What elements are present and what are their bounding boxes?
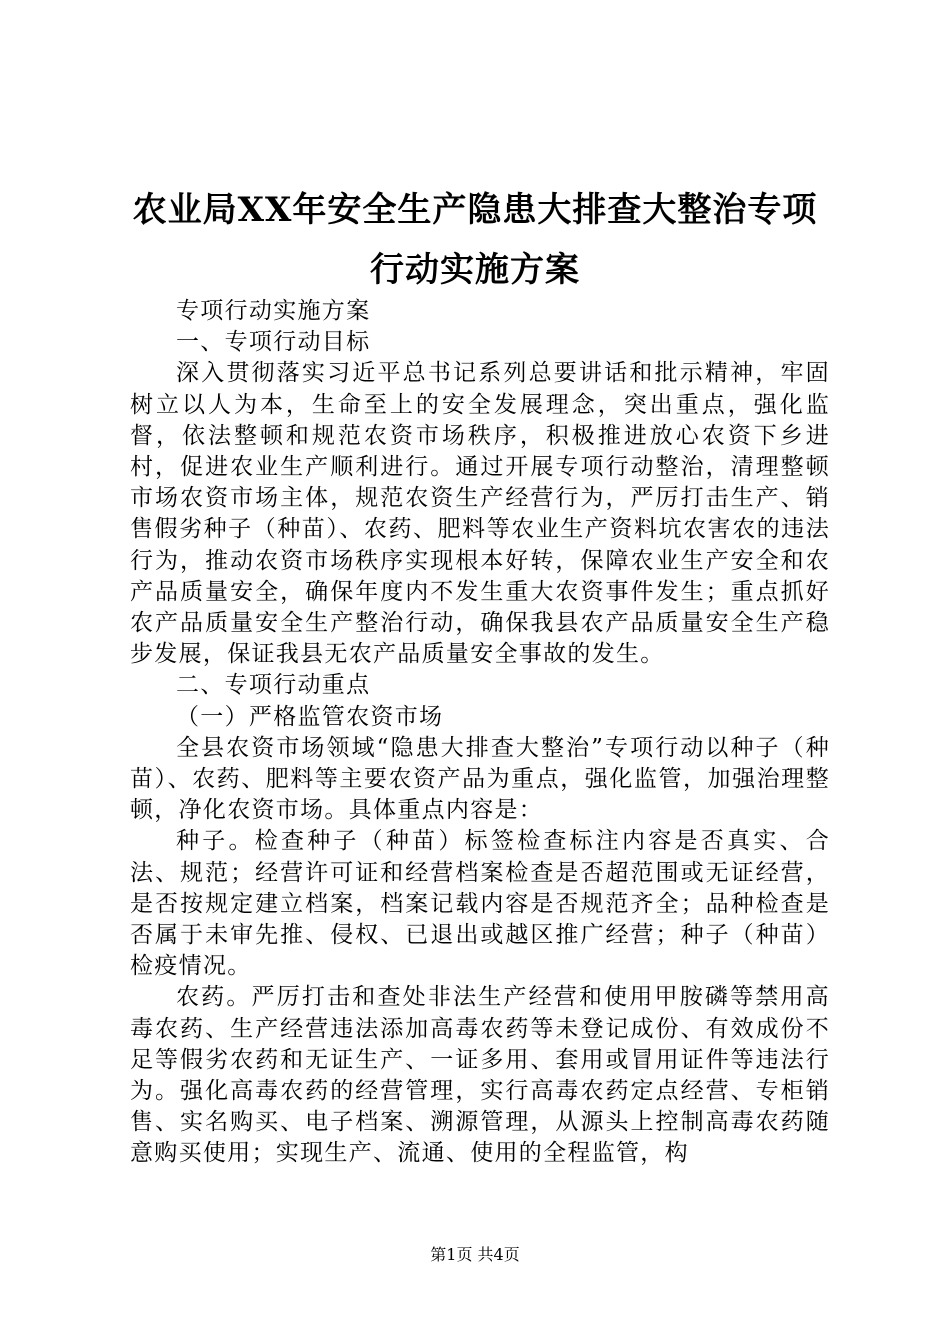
section-heading-focus: 二、专项行动重点 (176, 672, 371, 699)
subsection-heading-market: （一）严格监管农资市场 (176, 703, 444, 730)
section-heading-goal: 一、专项行动目标 (176, 329, 371, 356)
paragraph-goal: 深入贯彻落实习近平总书记系列总要讲话和批示精神，牢固树立以人为本，生命至上的安全发展理念，突出重点，强化监督，依法整顿和规范农资市场秩序，积极推进放心农资下乡进村，促进农业生产顺利进行。通过开展专项行动整治，清理整顿市场农资市场主体，规范农资生产经营行为，严厉打击生产、销售假劣种子（种苗）、农药、肥料等农业生产资料坑农害农的违法行为，推动农资市场秩序实现根本好转，保障农业生产安全和农产品质量安全，确保年度内不发生重大农资事件发生；重点抓好农产品质量安全生产整治行动，确保我县农产品质量安全生产稳步发展，保证我县无农产品质量安全事故的发生。 (130, 360, 830, 668)
page-footer: 第1页 共4页 (430, 1245, 520, 1264)
paragraph-plan-heading: 专项行动实施方案 (176, 298, 371, 324)
paragraph-seeds: 种子。检查种子（种苗）标签检查标注内容是否真实、合法、规范；经营许可证和经营档案检查是否超范围或无证经营，是否按规定建立档案，档案记载内容是否规范齐全；品种检查是否属于未审先推、侵权、已退出或越区推广经营；种子（种苗）检疫情况。 (130, 828, 830, 980)
document-title-line-2: 行动实施方案 (370, 250, 580, 290)
document-title-line-1: 农业局XX年安全生产隐患大排查大整治专项 (132, 190, 818, 230)
paragraph-pesticides: 农药。严厉打击和查处非法生产经营和使用甲胺磷等禁用高毒农药、生产经营违法添加高毒农药等未登记成份、有效成份不足等假劣农药和无证生产、一证多用、套用或冒用证件等违法行为。强化高毒农药的经营管理，实行高毒农药定点经营、专柜销售、实名购买、电子档案、溯源管理，从源头上控制高毒农药随意购买使用；实现生产、流通、使用的全程监管，构 (130, 984, 830, 1167)
paragraph-market: 全县农资市场领域“隐患大排查大整治”专项行动以种子（种苗）、农药、肥料等主要农资产品为重点，强化监管，加强治理整顿，净化农资市场。具体重点内容是： (130, 734, 830, 824)
document-body (130, 296, 830, 1170)
